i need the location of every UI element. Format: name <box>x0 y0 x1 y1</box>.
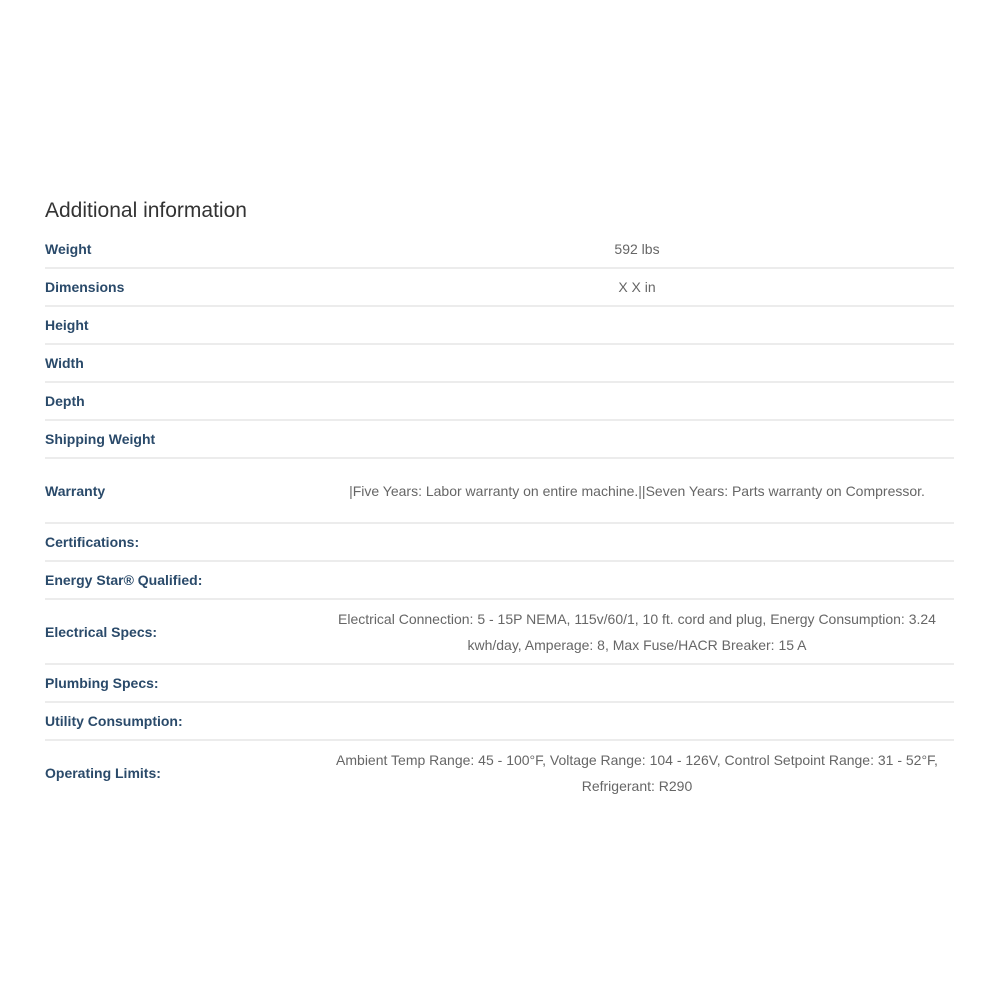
row-value-certifications <box>320 523 954 561</box>
row-label-energy-star: Energy Star® Qualified: <box>45 572 203 588</box>
row-value-warranty: |Five Years: Labor warranty on entire machine.||Seven Years: Parts warranty on Compressor. <box>349 482 925 499</box>
table-row <box>45 561 954 599</box>
table-row <box>45 230 954 268</box>
section-title: Additional information <box>45 199 247 222</box>
row-label-depth: Depth <box>45 393 85 409</box>
table-row <box>45 420 954 458</box>
row-label-weight: Weight <box>45 240 92 257</box>
row-value-plumbing-specs <box>320 664 954 702</box>
table-row <box>45 740 954 805</box>
row-value-operating-limits: Ambient Temp Range: 45 - 100°F, Voltage Range: 104 - 126V, Control Setpoint Range: 31 - 52°F, Refrigerant: R290 <box>336 752 938 794</box>
row-value-electrical-specs: Electrical Connection: 5 - 15P NEMA, 115v/60/1, 10 ft. cord and plug, Energy Consumption: 3.24 kwh/day, Amperage: 8, Max Fuse/HACR Breaker: 15 A <box>338 610 936 653</box>
table-row <box>45 458 954 523</box>
row-label-operating-limits: Operating Limits: <box>45 765 161 781</box>
additional-information-section <box>45 196 954 805</box>
table-row <box>45 306 954 344</box>
row-label-dimensions: Dimensions <box>45 279 125 295</box>
row-value-height <box>320 306 954 344</box>
specs-table <box>45 230 954 805</box>
table-row <box>45 344 954 382</box>
table-row <box>45 702 954 740</box>
row-value-shipping-weight <box>320 420 954 458</box>
table-row <box>45 599 954 664</box>
row-label-warranty: Warranty <box>45 482 106 499</box>
row-value-weight: 592 lbs <box>614 240 660 257</box>
table-row <box>45 664 954 702</box>
row-label-utility-consumption: Utility Consumption: <box>45 713 183 729</box>
table-row <box>45 268 954 306</box>
row-value-depth <box>320 382 954 420</box>
row-label-width: Width <box>45 355 84 371</box>
row-label-plumbing-specs: Plumbing Specs: <box>45 675 159 691</box>
row-value-dimensions: X X in <box>618 279 656 295</box>
row-value-energy-star <box>320 561 954 599</box>
row-label-shipping-weight: Shipping Weight <box>45 431 156 447</box>
row-value-width <box>320 344 954 382</box>
table-row <box>45 523 954 561</box>
row-value-utility-consumption <box>320 702 954 740</box>
row-label-electrical-specs: Electrical Specs: <box>45 623 158 640</box>
row-label-certifications: Certifications: <box>45 534 140 550</box>
row-label-height: Height <box>45 317 89 333</box>
table-row <box>45 382 954 420</box>
